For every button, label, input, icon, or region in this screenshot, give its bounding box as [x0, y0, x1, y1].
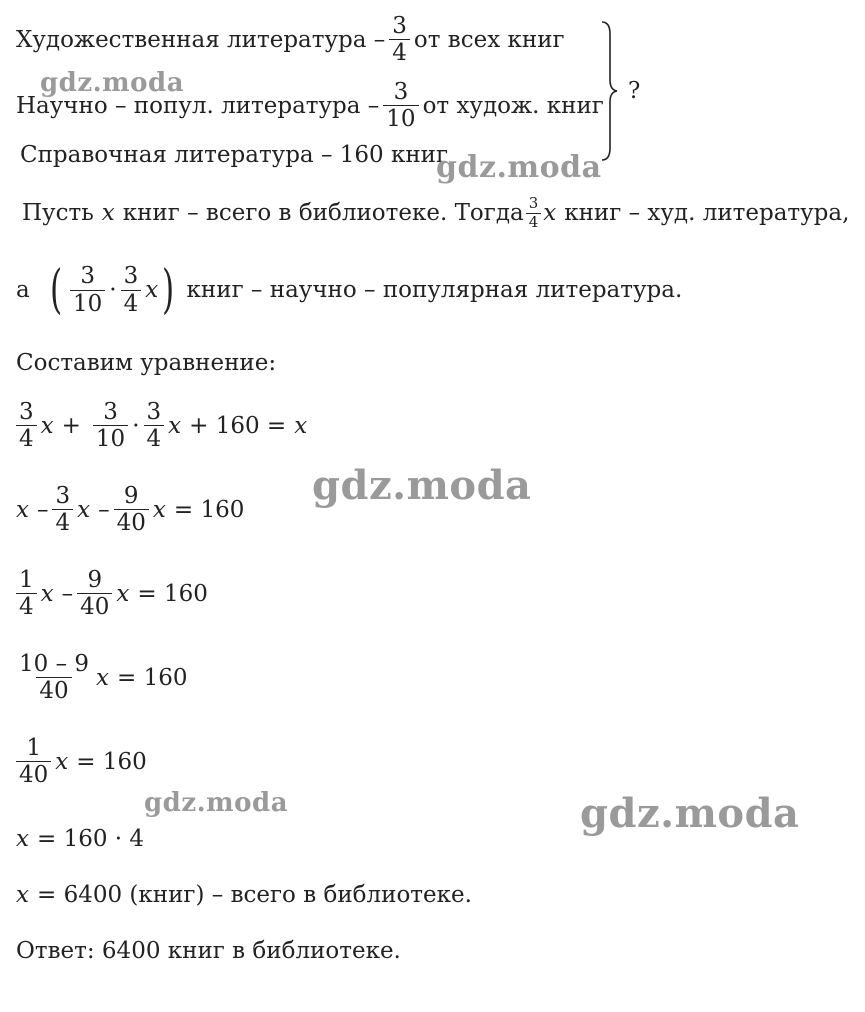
fraction: $\frac{3}{4}$: [144, 400, 165, 451]
given-fiction-tail: от всех книг: [413, 26, 565, 53]
given-popsci-tail: от худож. книг: [422, 92, 604, 119]
popsci-expression: [16, 260, 683, 320]
and-text-b: книг – научно – популярная литература.: [186, 277, 683, 303]
given-fiction: [16, 14, 565, 65]
given-popsci-label: Научно – попул. литература –: [16, 92, 380, 119]
equation-tail: = 160: [173, 496, 245, 523]
var-x: x: [294, 412, 308, 439]
watermark: gdz.moda: [436, 150, 602, 185]
equation-3: [16, 568, 208, 619]
fraction: $\frac{10 - 9}{40}$: [19, 651, 90, 705]
equation-5: [16, 736, 147, 787]
var-x: x: [96, 664, 110, 691]
equation-tail: + 160 =: [189, 412, 287, 439]
equation-tail: = 160: [117, 664, 188, 691]
and-text: а: [16, 277, 30, 303]
equation-6: [16, 826, 144, 852]
dot-operator: ·: [109, 277, 117, 303]
minus-operator: –: [36, 496, 49, 523]
var-x: x: [101, 200, 115, 227]
equation-1: [16, 400, 307, 451]
var-x: x: [168, 412, 182, 439]
given-reference: [20, 142, 448, 168]
watermark: gdz.moda: [580, 790, 800, 837]
var-x: x: [16, 826, 29, 852]
fraction: $\frac{1}{40}$: [16, 736, 51, 787]
var-x: x: [543, 200, 557, 227]
var-x: x: [116, 580, 130, 607]
fraction: $\frac{9}{40}$: [77, 568, 112, 619]
watermark: gdz.moda: [40, 68, 185, 98]
var-x: x: [77, 496, 91, 523]
var-x: x: [40, 580, 54, 607]
result-text: = 6400 (книг) – всего в библиотеке.: [36, 882, 472, 908]
fraction: $\frac{3}{4}$: [389, 14, 410, 65]
let-text-c: книг – худ. литература,: [564, 200, 850, 227]
var-x: x: [55, 748, 69, 775]
fraction: $\frac{1}{4}$: [16, 568, 37, 619]
result-line: [16, 882, 472, 908]
equation-2: [16, 484, 244, 535]
let-text-a: Пусть: [22, 200, 94, 227]
fraction: $\frac{3}{10}$: [383, 80, 418, 131]
var-x: x: [16, 882, 29, 908]
final-answer: Ответ: 6400 книг в библиотеке.: [16, 938, 401, 964]
fraction: $\frac{3}{4}$: [52, 484, 73, 535]
minus-operator: –: [98, 496, 110, 523]
equation-tail: = 160: [137, 580, 208, 607]
fraction: $\frac{3}{10}$: [70, 264, 105, 315]
equation-4: [16, 652, 188, 703]
question-mark: ?: [628, 78, 641, 104]
right-paren: ): [162, 260, 175, 320]
equation-tail: = 160: [76, 748, 147, 775]
fraction: $\frac{3}{10}$: [93, 400, 128, 451]
let-text-b: книг – всего в библиотеке. Тогда: [122, 200, 524, 227]
var-x: x: [40, 412, 54, 439]
watermark: gdz.moda: [312, 462, 532, 509]
plus-operator: +: [61, 412, 81, 439]
watermark: gdz.moda: [144, 788, 289, 818]
left-paren: (: [49, 260, 62, 320]
curly-brace: [600, 20, 618, 162]
compose-heading: Составим уравнение:: [16, 350, 277, 376]
fraction: $\frac{3}{4}$: [121, 264, 142, 315]
equation-tail: = 160 · 4: [36, 826, 145, 852]
fraction: $\frac{3}{4}$: [16, 400, 37, 451]
let-statement: [22, 196, 849, 231]
var-x: x: [145, 277, 159, 303]
minus-operator: –: [61, 580, 74, 607]
fraction: $\frac{3}{4}$: [526, 196, 542, 231]
given-reference-text: Справочная литература – 160 книг: [20, 142, 449, 168]
var-x: x: [152, 496, 166, 523]
fraction: $\frac{9}{40}$: [114, 484, 149, 535]
dot-operator: ·: [132, 412, 140, 439]
var-x: x: [16, 496, 29, 523]
given-fiction-label: Художественная литература –: [16, 26, 386, 53]
